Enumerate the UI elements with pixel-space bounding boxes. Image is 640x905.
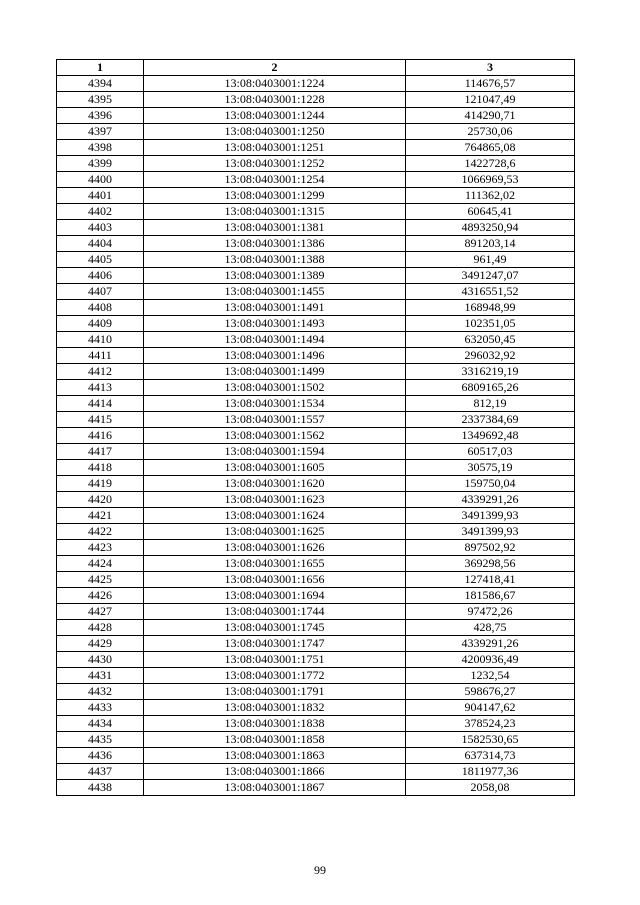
value-cell: 2337384,69 xyxy=(406,412,575,428)
value-cell: 1422728,6 xyxy=(406,156,575,172)
value-cell: 1811977,36 xyxy=(406,764,575,780)
value-cell: 764865,08 xyxy=(406,140,575,156)
table-header-row xyxy=(57,60,575,76)
table-row xyxy=(57,316,575,332)
row-number-cell: 4430 xyxy=(57,652,144,668)
table-row xyxy=(57,300,575,316)
row-number-cell: 4431 xyxy=(57,668,144,684)
row-number-cell: 4434 xyxy=(57,716,144,732)
row-number-cell: 4395 xyxy=(57,92,144,108)
table-row xyxy=(57,108,575,124)
row-number-cell: 4432 xyxy=(57,684,144,700)
table-row xyxy=(57,252,575,268)
row-number-cell: 4406 xyxy=(57,268,144,284)
table-row xyxy=(57,732,575,748)
value-cell: 4200936,49 xyxy=(406,652,575,668)
cadastral-number-cell: 13:08:0403001:1224 xyxy=(144,76,406,92)
row-number-cell: 4435 xyxy=(57,732,144,748)
cadastral-number-cell: 13:08:0403001:1315 xyxy=(144,204,406,220)
table-row xyxy=(57,140,575,156)
column-header-3: 3 xyxy=(406,60,575,76)
value-cell: 1066969,53 xyxy=(406,172,575,188)
value-cell: 97472,26 xyxy=(406,604,575,620)
row-number-cell: 4400 xyxy=(57,172,144,188)
table-row xyxy=(57,572,575,588)
cadastral-number-cell: 13:08:0403001:1502 xyxy=(144,380,406,396)
row-number-cell: 4423 xyxy=(57,540,144,556)
cadastral-number-cell: 13:08:0403001:1496 xyxy=(144,348,406,364)
row-number-cell: 4409 xyxy=(57,316,144,332)
cadastral-number-cell: 13:08:0403001:1562 xyxy=(144,428,406,444)
cadastral-number-cell: 13:08:0403001:1751 xyxy=(144,652,406,668)
value-cell: 3491399,93 xyxy=(406,508,575,524)
row-number-cell: 4401 xyxy=(57,188,144,204)
cadastral-number-cell: 13:08:0403001:1626 xyxy=(144,540,406,556)
cadastral-number-cell: 13:08:0403001:1228 xyxy=(144,92,406,108)
cadastral-number-cell: 13:08:0403001:1491 xyxy=(144,300,406,316)
value-cell: 3316219,19 xyxy=(406,364,575,380)
cadastral-number-cell: 13:08:0403001:1620 xyxy=(144,476,406,492)
row-number-cell: 4417 xyxy=(57,444,144,460)
value-cell: 3491247,07 xyxy=(406,268,575,284)
value-cell: 897502,92 xyxy=(406,540,575,556)
value-cell: 296032,92 xyxy=(406,348,575,364)
column-header-2: 2 xyxy=(144,60,406,76)
value-cell: 4893250,94 xyxy=(406,220,575,236)
cadastral-number-cell: 13:08:0403001:1594 xyxy=(144,444,406,460)
value-cell: 60517,03 xyxy=(406,444,575,460)
cadastral-number-cell: 13:08:0403001:1867 xyxy=(144,780,406,796)
table-row xyxy=(57,92,575,108)
table-row xyxy=(57,588,575,604)
table-row xyxy=(57,204,575,220)
cadastral-number-cell: 13:08:0403001:1623 xyxy=(144,492,406,508)
table-row xyxy=(57,364,575,380)
value-cell: 111362,02 xyxy=(406,188,575,204)
cadastral-number-cell: 13:08:0403001:1656 xyxy=(144,572,406,588)
row-number-cell: 4396 xyxy=(57,108,144,124)
table-row xyxy=(57,508,575,524)
cadastral-number-cell: 13:08:0403001:1534 xyxy=(144,396,406,412)
value-cell: 60645,41 xyxy=(406,204,575,220)
value-cell: 30575,19 xyxy=(406,460,575,476)
row-number-cell: 4425 xyxy=(57,572,144,588)
value-cell: 3491399,93 xyxy=(406,524,575,540)
row-number-cell: 4426 xyxy=(57,588,144,604)
cadastral-number-cell: 13:08:0403001:1299 xyxy=(144,188,406,204)
cadastral-number-cell: 13:08:0403001:1832 xyxy=(144,700,406,716)
row-number-cell: 4414 xyxy=(57,396,144,412)
cadastral-number-cell: 13:08:0403001:1866 xyxy=(144,764,406,780)
table-row xyxy=(57,396,575,412)
row-number-cell: 4410 xyxy=(57,332,144,348)
table-row xyxy=(57,236,575,252)
table-row xyxy=(57,460,575,476)
row-number-cell: 4436 xyxy=(57,748,144,764)
table-row xyxy=(57,428,575,444)
table-row xyxy=(57,540,575,556)
value-cell: 4339291,26 xyxy=(406,636,575,652)
table-row xyxy=(57,604,575,620)
row-number-cell: 4419 xyxy=(57,476,144,492)
value-cell: 4339291,26 xyxy=(406,492,575,508)
value-cell: 637314,73 xyxy=(406,748,575,764)
row-number-cell: 4415 xyxy=(57,412,144,428)
value-cell: 428,75 xyxy=(406,620,575,636)
cadastral-number-cell: 13:08:0403001:1499 xyxy=(144,364,406,380)
table-row xyxy=(57,748,575,764)
row-number-cell: 4421 xyxy=(57,508,144,524)
cadastral-number-cell: 13:08:0403001:1772 xyxy=(144,668,406,684)
row-number-cell: 4404 xyxy=(57,236,144,252)
value-cell: 168948,99 xyxy=(406,300,575,316)
row-number-cell: 4413 xyxy=(57,380,144,396)
table-row xyxy=(57,556,575,572)
value-cell: 2058,08 xyxy=(406,780,575,796)
table-row xyxy=(57,524,575,540)
cadastral-number-cell: 13:08:0403001:1858 xyxy=(144,732,406,748)
table-row xyxy=(57,652,575,668)
value-cell: 159750,04 xyxy=(406,476,575,492)
cadastral-number-cell: 13:08:0403001:1863 xyxy=(144,748,406,764)
row-number-cell: 4428 xyxy=(57,620,144,636)
cadastral-number-cell: 13:08:0403001:1386 xyxy=(144,236,406,252)
row-number-cell: 4438 xyxy=(57,780,144,796)
value-cell: 812,19 xyxy=(406,396,575,412)
cadastral-number-cell: 13:08:0403001:1791 xyxy=(144,684,406,700)
row-number-cell: 4422 xyxy=(57,524,144,540)
table-row xyxy=(57,684,575,700)
table-row xyxy=(57,636,575,652)
row-number-cell: 4405 xyxy=(57,252,144,268)
cadastral-number-cell: 13:08:0403001:1389 xyxy=(144,268,406,284)
row-number-cell: 4429 xyxy=(57,636,144,652)
table-row xyxy=(57,156,575,172)
value-cell: 598676,27 xyxy=(406,684,575,700)
cadastral-number-cell: 13:08:0403001:1244 xyxy=(144,108,406,124)
table-row xyxy=(57,220,575,236)
table-row xyxy=(57,380,575,396)
cadastral-number-cell: 13:08:0403001:1625 xyxy=(144,524,406,540)
page-number: 99 xyxy=(314,863,326,877)
table-row xyxy=(57,716,575,732)
table-row xyxy=(57,124,575,140)
value-cell: 632050,45 xyxy=(406,332,575,348)
value-cell: 961,49 xyxy=(406,252,575,268)
row-number-cell: 4433 xyxy=(57,700,144,716)
row-number-cell: 4437 xyxy=(57,764,144,780)
row-number-cell: 4427 xyxy=(57,604,144,620)
table-row xyxy=(57,188,575,204)
table-body xyxy=(57,76,575,796)
row-number-cell: 4418 xyxy=(57,460,144,476)
table-row xyxy=(57,76,575,92)
cadastral-number-cell: 13:08:0403001:1254 xyxy=(144,172,406,188)
cadastral-number-cell: 13:08:0403001:1838 xyxy=(144,716,406,732)
row-number-cell: 4402 xyxy=(57,204,144,220)
value-cell: 891203,14 xyxy=(406,236,575,252)
value-cell: 414290,71 xyxy=(406,108,575,124)
table-row xyxy=(57,780,575,796)
table-row xyxy=(57,476,575,492)
cadastral-number-cell: 13:08:0403001:1455 xyxy=(144,284,406,300)
cadastral-number-cell: 13:08:0403001:1694 xyxy=(144,588,406,604)
value-cell: 121047,49 xyxy=(406,92,575,108)
data-table xyxy=(56,59,575,796)
value-cell: 127418,41 xyxy=(406,572,575,588)
value-cell: 1582530,65 xyxy=(406,732,575,748)
table-row xyxy=(57,492,575,508)
row-number-cell: 4408 xyxy=(57,300,144,316)
cadastral-number-cell: 13:08:0403001:1747 xyxy=(144,636,406,652)
value-cell: 378524,23 xyxy=(406,716,575,732)
row-number-cell: 4398 xyxy=(57,140,144,156)
cadastral-number-cell: 13:08:0403001:1494 xyxy=(144,332,406,348)
value-cell: 904147,62 xyxy=(406,700,575,716)
table-row xyxy=(57,620,575,636)
table-row xyxy=(57,764,575,780)
value-cell: 114676,57 xyxy=(406,76,575,92)
table-row xyxy=(57,348,575,364)
row-number-cell: 4403 xyxy=(57,220,144,236)
column-header-1: 1 xyxy=(57,60,144,76)
table-row xyxy=(57,668,575,684)
table-row xyxy=(57,284,575,300)
row-number-cell: 4416 xyxy=(57,428,144,444)
row-number-cell: 4411 xyxy=(57,348,144,364)
table-row xyxy=(57,332,575,348)
value-cell: 1232,54 xyxy=(406,668,575,684)
table-row xyxy=(57,412,575,428)
value-cell: 25730,06 xyxy=(406,124,575,140)
row-number-cell: 4412 xyxy=(57,364,144,380)
row-number-cell: 4420 xyxy=(57,492,144,508)
cadastral-number-cell: 13:08:0403001:1251 xyxy=(144,140,406,156)
cadastral-number-cell: 13:08:0403001:1655 xyxy=(144,556,406,572)
row-number-cell: 4399 xyxy=(57,156,144,172)
cadastral-number-cell: 13:08:0403001:1605 xyxy=(144,460,406,476)
cadastral-number-cell: 13:08:0403001:1744 xyxy=(144,604,406,620)
value-cell: 181586,67 xyxy=(406,588,575,604)
table-row xyxy=(57,700,575,716)
value-cell: 1349692,48 xyxy=(406,428,575,444)
cadastral-number-cell: 13:08:0403001:1381 xyxy=(144,220,406,236)
row-number-cell: 4394 xyxy=(57,76,144,92)
table-row xyxy=(57,444,575,460)
cadastral-number-cell: 13:08:0403001:1388 xyxy=(144,252,406,268)
cadastral-number-cell: 13:08:0403001:1250 xyxy=(144,124,406,140)
cadastral-number-cell: 13:08:0403001:1557 xyxy=(144,412,406,428)
row-number-cell: 4407 xyxy=(57,284,144,300)
value-cell: 6809165,26 xyxy=(406,380,575,396)
row-number-cell: 4424 xyxy=(57,556,144,572)
row-number-cell: 4397 xyxy=(57,124,144,140)
cadastral-number-cell: 13:08:0403001:1745 xyxy=(144,620,406,636)
cadastral-number-cell: 13:08:0403001:1252 xyxy=(144,156,406,172)
value-cell: 4316551,52 xyxy=(406,284,575,300)
cadastral-number-cell: 13:08:0403001:1624 xyxy=(144,508,406,524)
cadastral-number-cell: 13:08:0403001:1493 xyxy=(144,316,406,332)
table-row xyxy=(57,172,575,188)
value-cell: 369298,56 xyxy=(406,556,575,572)
value-cell: 102351,05 xyxy=(406,316,575,332)
table-row xyxy=(57,268,575,284)
